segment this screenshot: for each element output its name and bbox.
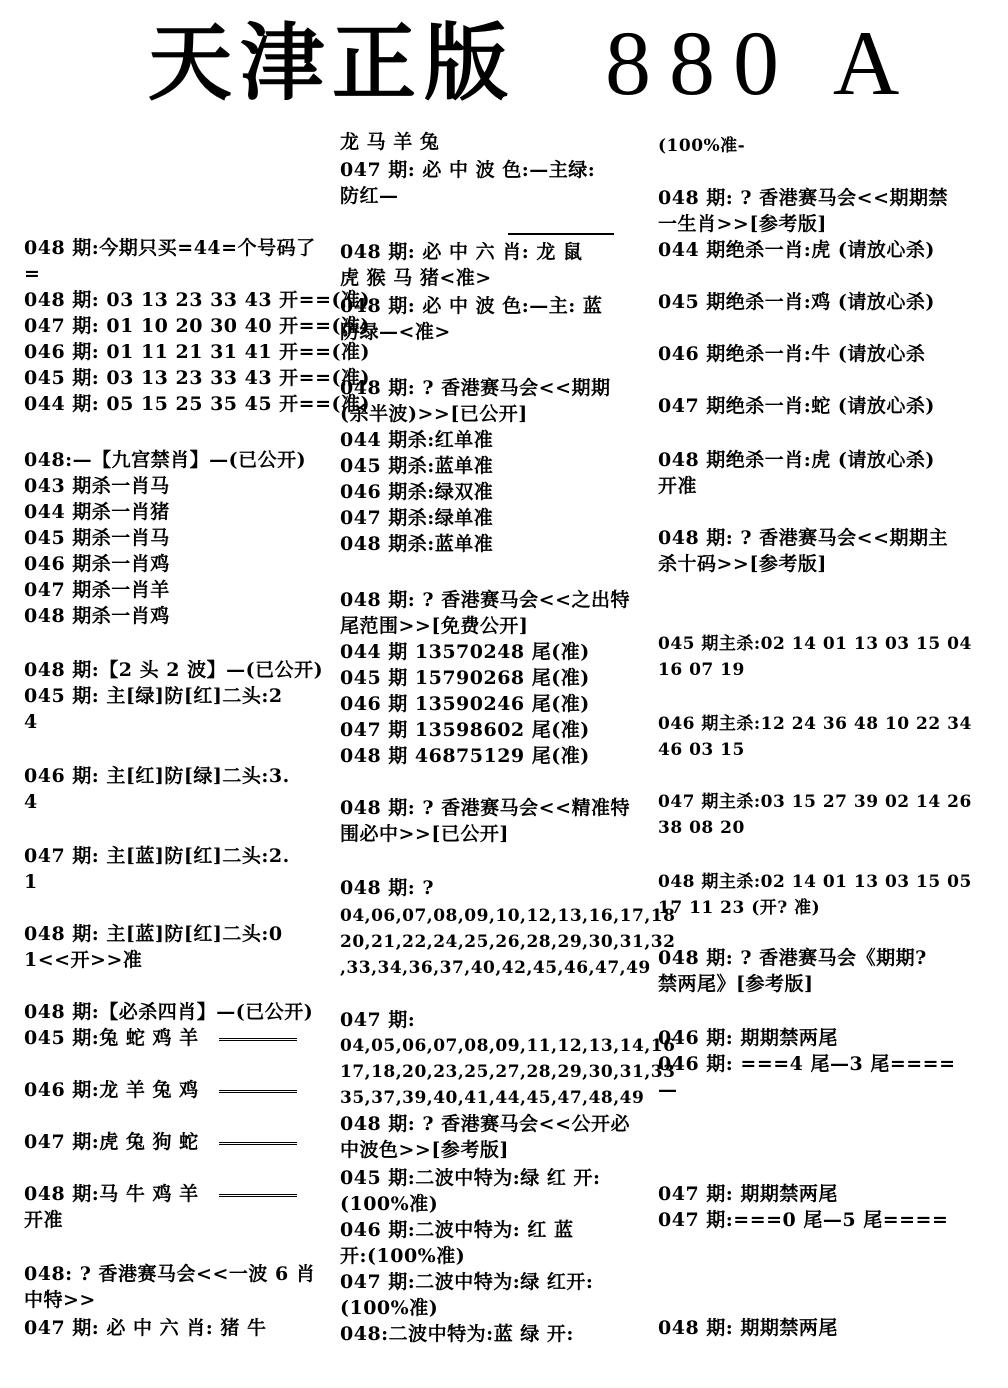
text-line: 047 期: 必 中 六 肖: 猪 牛	[24, 1317, 267, 1339]
text-line: —	[658, 1079, 678, 1101]
text-line: 044 期杀一肖猪	[24, 501, 170, 523]
section-heading: 048 期: ? 香港赛马会<<公开必	[340, 1113, 630, 1135]
text-line: 047 期杀:绿单准	[340, 507, 494, 529]
text-line: 045 期主杀:02 14 01 13 03 15 04	[658, 634, 972, 654]
text-line: 17,18,20,23,25,27,28,29,30,31,33	[340, 1062, 676, 1082]
section-heading: 048 期: ? 香港赛马会<<之出特	[340, 589, 630, 611]
text-line: 龙 马 羊 兔	[340, 131, 440, 153]
text-line: 046 期: ===4 尾—3 尾====	[658, 1053, 956, 1075]
section-heading: 048 期: ? 香港赛马会<<期期	[340, 377, 611, 399]
text-line: 048 期 46875129 尾(准)	[340, 745, 590, 767]
text-line: 045 期 15790268 尾(准)	[340, 667, 590, 689]
text-line: 045 期绝杀一肖:鸡 (请放心杀)	[658, 291, 935, 313]
text-line: 047 期:虎 兔 狗 蛇	[24, 1131, 199, 1153]
text-line: 045 期: 03 13 23 33 43 开==(准)	[24, 367, 370, 389]
text-line: ,33,34,36,37,40,42,45,46,47,49	[340, 958, 651, 978]
title-code: 880 A	[605, 12, 918, 114]
double-rule	[219, 1194, 297, 1197]
text-line: 048 期绝杀一肖:虎 (请放心杀)	[658, 449, 935, 471]
text-line: 046 期: 主[红]防[绿]二头:3.	[24, 765, 290, 787]
text-line: 048:二波中特为:蓝 绿 开:	[340, 1323, 574, 1345]
section-heading: 048 期: ? 香港赛马会<<期期禁	[658, 187, 948, 209]
text-line: 044 期绝杀一肖:虎 (请放心杀)	[658, 239, 935, 261]
text-line: 中波色>>[参考版]	[340, 1139, 509, 1161]
text-line: 047 期绝杀一肖:蛇 (请放心杀)	[658, 395, 935, 417]
text-line: 045 期: 主[绿]防[红]二头:2	[24, 685, 283, 707]
text-line: 4	[24, 711, 38, 733]
section-heading: 048 期: ? 香港赛马会《期期?	[658, 947, 927, 969]
text-line: 048 期: 03 13 23 33 43 开==(准)	[24, 289, 370, 311]
text-line: 046 期杀:绿双准	[340, 481, 494, 503]
text-line: (100%准-	[658, 136, 746, 156]
text-line: 048 期杀:蓝单准	[340, 533, 494, 555]
text-line: 杀十码>>[参考版]	[658, 553, 827, 575]
text-line: 048 期: 必 中 波 色:—主: 蓝	[340, 295, 603, 317]
text-line: 04,05,06,07,08,09,11,12,13,14,16	[340, 1036, 676, 1056]
text-line: 046 期: 期期禁两尾	[658, 1027, 838, 1049]
text-line: 044 期: 05 15 25 35 45 开==(准)	[24, 393, 370, 415]
text-line: 048 期: ?	[340, 877, 435, 899]
text-line: 开准	[24, 1209, 64, 1231]
text-line: (100%准)	[340, 1193, 439, 1215]
section-heading: 048 期:【必杀四肖】—(已公开)	[24, 1001, 314, 1023]
text-line: 中特>>	[24, 1289, 96, 1311]
text-line: 047 期:===0 尾—5 尾====	[658, 1209, 949, 1231]
text-line: 1	[24, 871, 38, 893]
text-line: 38 08 20	[658, 818, 745, 838]
text-line: 048 期:马 牛 鸡 羊	[24, 1183, 199, 1205]
text-line: 045 期:兔 蛇 鸡 羊	[24, 1027, 199, 1049]
text-line: 048 期: 期期禁两尾	[658, 1317, 838, 1339]
text-line: 开:(100%准)	[340, 1245, 466, 1267]
double-rule	[219, 1038, 297, 1041]
text-line: 虎 猴 马 猪<准>	[340, 267, 492, 289]
text-line: 046 期: 01 11 21 31 41 开==(准)	[24, 341, 370, 363]
text-line: 开准	[658, 475, 698, 497]
text-line: 4	[24, 791, 38, 813]
text-line: 禁两尾》[参考版]	[658, 973, 814, 995]
text-line: 046 期:龙 羊 兔 鸡	[24, 1079, 199, 1101]
text-line: 16 07 19	[658, 660, 745, 680]
section-heading: 048:—【九宫禁肖】—(已公开)	[24, 449, 307, 471]
text-line: 047 期: 主[蓝]防[红]二头:2.	[24, 845, 290, 867]
text-line: 围必中>>[已公开]	[340, 823, 509, 845]
text-line: 048 期杀一肖鸡	[24, 605, 170, 627]
text-line: 047 期: 期期禁两尾	[658, 1183, 838, 1205]
text-line: 045 期:二波中特为:绿 红 开:	[340, 1167, 601, 1189]
divider-line	[508, 233, 614, 235]
document-title	[0, 8, 1008, 118]
title-chinese: 天津正版	[148, 13, 517, 112]
text-line: 046 期 13590246 尾(准)	[340, 693, 590, 715]
section-heading: 048 期: ? 香港赛马会<<精准特	[340, 797, 630, 819]
text-line: 17 11 23 (开? 准)	[658, 898, 821, 918]
text-line: 46 03 15	[658, 740, 745, 760]
text-line: 046 期杀一肖鸡	[24, 553, 170, 575]
text-line: 尾范围>>[免费公开]	[340, 615, 529, 637]
text-line: 044 期杀:红单准	[340, 429, 494, 451]
text-line: 047 期: 01 10 20 30 40 开==(准)	[24, 315, 370, 337]
text-line: 047 期主杀:03 15 27 39 02 14 26	[658, 792, 972, 812]
text-line: (杀半波)>>[已公开]	[340, 403, 528, 425]
text-line: (100%准)	[340, 1297, 439, 1319]
text-line: 046 期绝杀一肖:牛 (请放心杀	[658, 343, 926, 365]
section-heading: 048 期: ? 香港赛马会<<期期主	[658, 527, 948, 549]
text-line: 048 期: 主[蓝]防[红]二头:0	[24, 923, 283, 945]
text-line: 047 期杀一肖羊	[24, 579, 170, 601]
text-line: 044 期 13570248 尾(准)	[340, 641, 590, 663]
double-rule	[219, 1090, 297, 1093]
text-line: 1<<开>>准	[24, 949, 143, 971]
text-line: 04,06,07,08,09,10,12,13,16,17,18	[340, 906, 676, 926]
text-line: 046 期主杀:12 24 36 48 10 22 34	[658, 714, 972, 734]
text-line: 048 期:今期只买=44=个号码了	[24, 237, 316, 259]
text-line: 045 期杀一肖马	[24, 527, 170, 549]
text-line: 045 期杀:蓝单准	[340, 455, 494, 477]
text-line: 20,21,22,24,25,26,28,29,30,31,32	[340, 932, 676, 952]
text-line: 048 期主杀:02 14 01 13 03 15 05	[658, 872, 972, 892]
text-line: 047 期 13598602 尾(准)	[340, 719, 590, 741]
text-line: 一生肖>>[参考版]	[658, 213, 827, 235]
text-line: 35,37,39,40,41,44,45,47,48,49	[340, 1088, 645, 1108]
text-line: =	[24, 263, 41, 285]
text-line: 047 期:	[340, 1009, 416, 1031]
text-line: 048 期: 必 中 六 肖: 龙 鼠	[340, 241, 583, 263]
section-heading: 048 期:【2 头 2 波】—(已公开)	[24, 659, 324, 681]
text-line: 043 期杀一肖马	[24, 475, 170, 497]
text-line: 防绿—<准>	[340, 321, 451, 343]
text-line: 046 期:二波中特为: 红 蓝	[340, 1219, 574, 1241]
text-line: 047 期: 必 中 波 色:—主绿:	[340, 159, 596, 181]
text-line: 048: ? 香港赛马会<<一波 6 肖	[24, 1263, 316, 1285]
text-line: 047 期:二波中特为:绿 红开:	[340, 1271, 594, 1293]
text-line: 防红—	[340, 185, 399, 207]
double-rule	[219, 1142, 297, 1145]
